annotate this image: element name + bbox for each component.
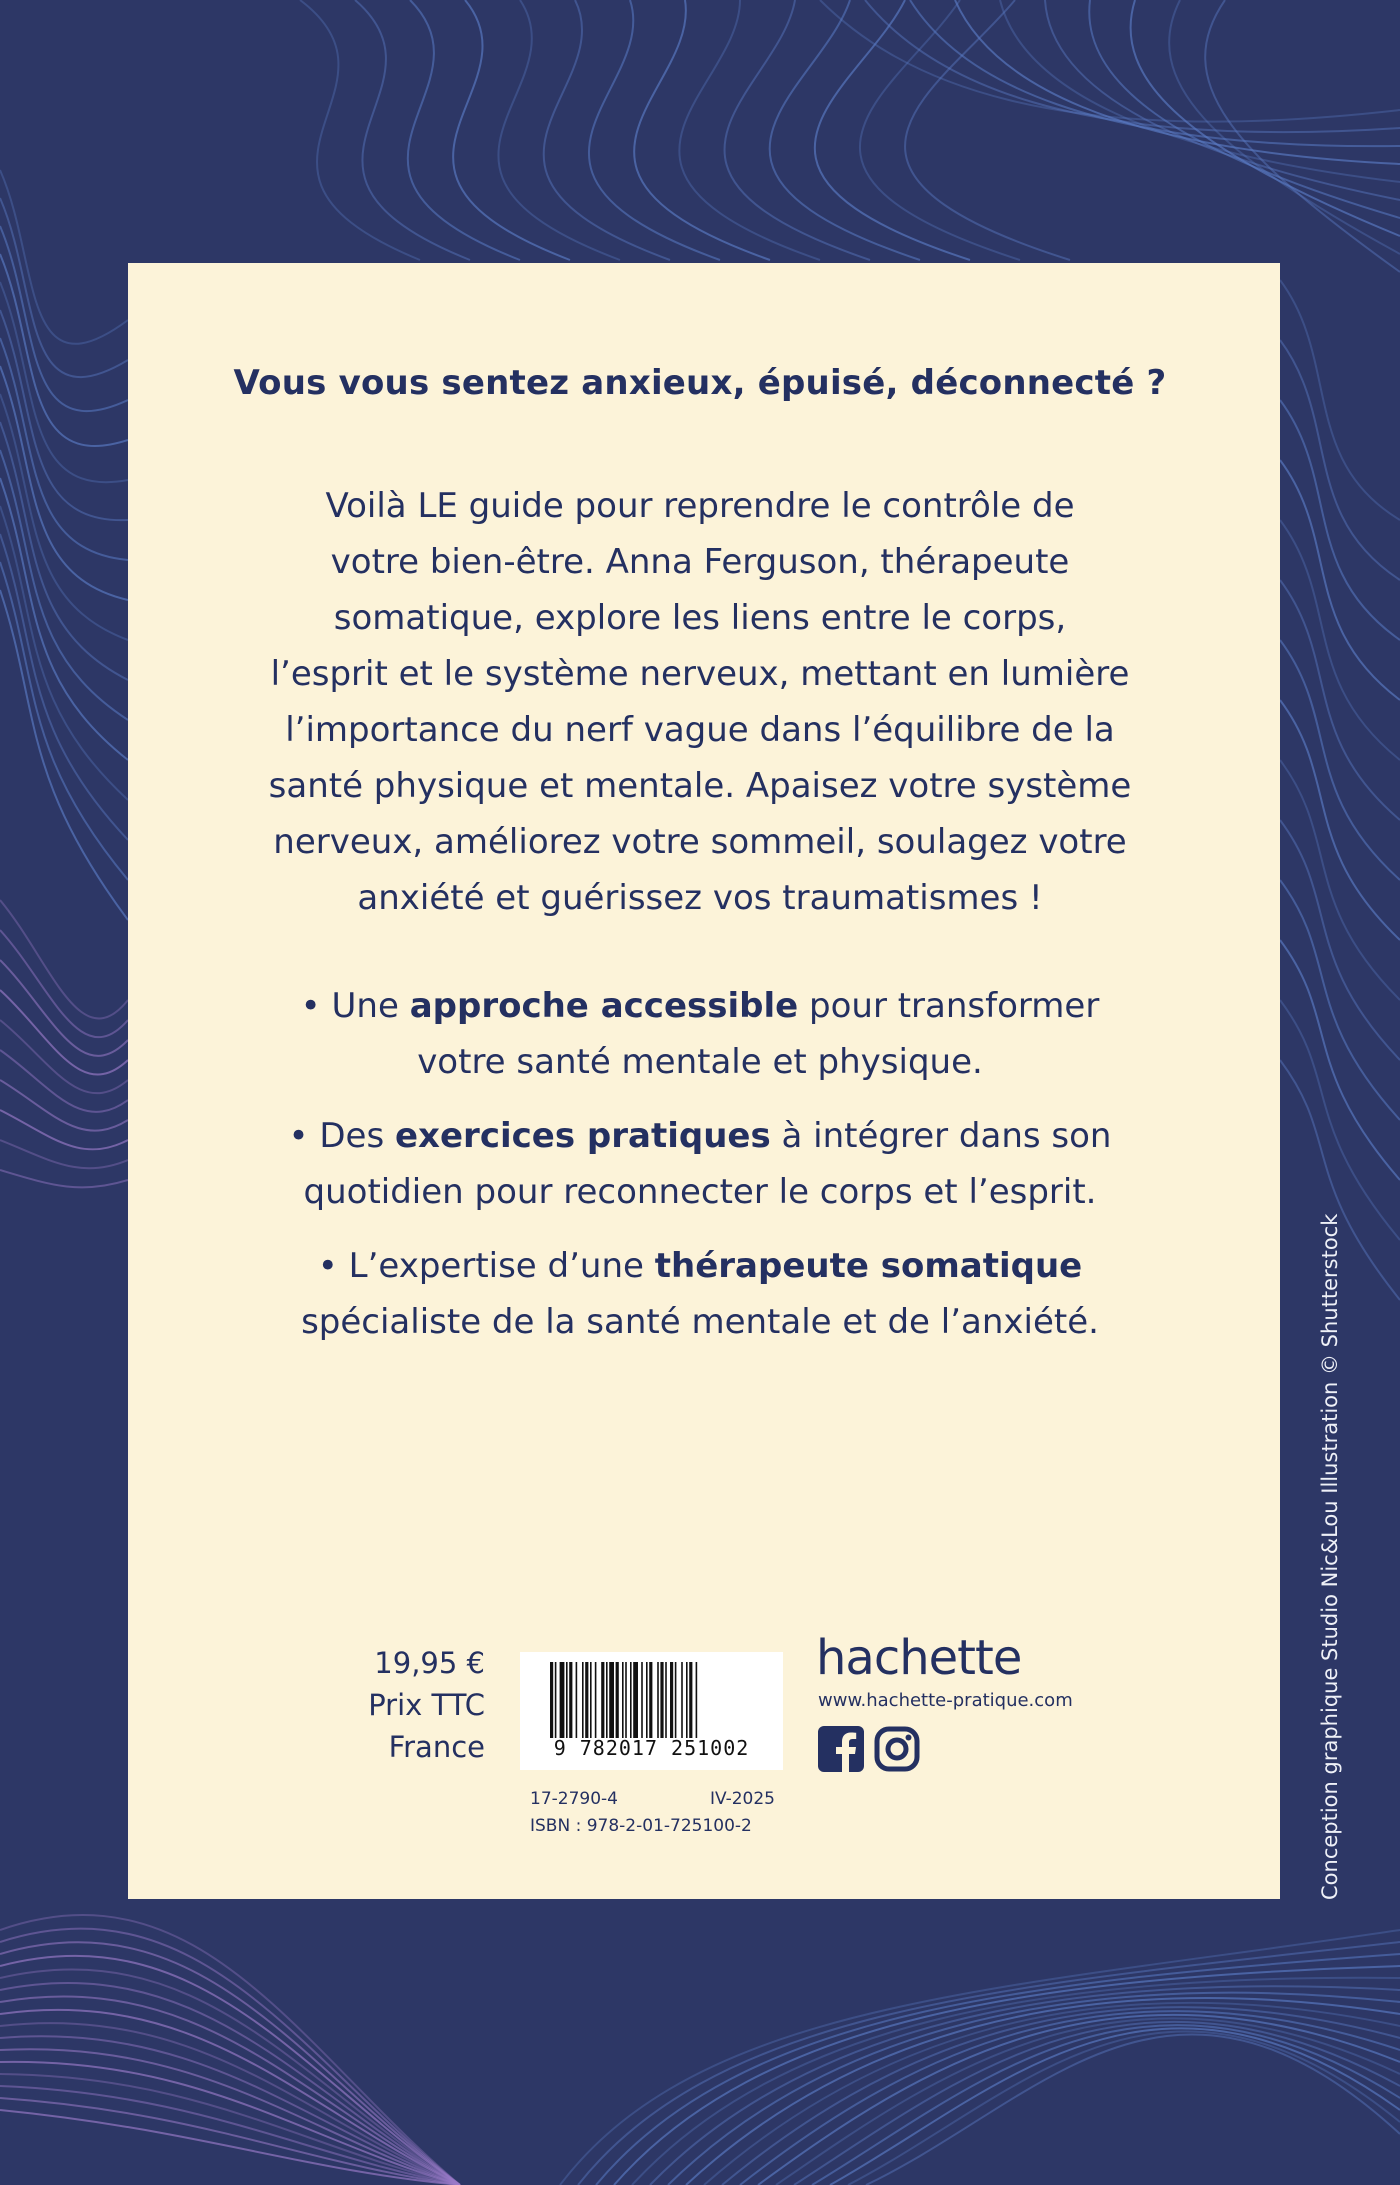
- bullet-line: quotidien pour reconnecter le corps et l’esprit.: [303, 1172, 1097, 1212]
- background-line: [0, 1110, 128, 1149]
- price-label: Prix TTC: [368, 1688, 485, 1722]
- intro-line: anxiété et guérissez vos traumatismes !: [357, 878, 1043, 918]
- barcode: [520, 1652, 783, 1770]
- barcode-bar: [660, 1662, 663, 1738]
- barcode-bar: [675, 1662, 677, 1738]
- bullet-item: [235, 1108, 1165, 1220]
- barcode-bar: [622, 1662, 624, 1738]
- barcode-bar: [560, 1662, 565, 1738]
- bullet-line: spécialiste de la santé mentale et de l’anxiété.: [301, 1302, 1099, 1342]
- background-line: [0, 930, 128, 1037]
- barcode-bar: [689, 1662, 692, 1738]
- background-line: [1131, 0, 1400, 236]
- price-amount: 19,95 €: [374, 1646, 485, 1680]
- background-line: [820, 0, 1400, 122]
- product-codes: [530, 1786, 775, 1840]
- bullet-item: [235, 1238, 1165, 1350]
- intro-paragraph: [235, 478, 1165, 926]
- background-line: [866, 2034, 1400, 2185]
- background-line: [724, 0, 870, 260]
- background-line: [1280, 460, 1400, 700]
- bullet-text: • Des: [288, 1116, 395, 1156]
- barcode-bar: [665, 1662, 667, 1738]
- background-line: [634, 0, 770, 260]
- instagram-icon[interactable]: [874, 1726, 920, 1772]
- intro-line: l’importance du nerf vague dans l’équilibre de la: [285, 710, 1115, 750]
- barcode-bar: [630, 1662, 632, 1738]
- background-line: [0, 1080, 128, 1131]
- barcode-bar: [625, 1662, 627, 1738]
- barcode-bar: [641, 1662, 643, 1738]
- barcode-bar: [585, 1662, 588, 1738]
- background-line: [1280, 520, 1400, 760]
- background-line: [1280, 700, 1400, 940]
- design-credit: Conception graphique Studio Nic&Lou Illustration © Shutterstock: [1318, 1213, 1342, 1900]
- background-line: [1205, 0, 1400, 272]
- background-line: [1000, 0, 1400, 182]
- barcode-bar: [582, 1662, 584, 1738]
- intro-line: l’esprit et le système nerveux, mettant en lumière: [270, 654, 1130, 694]
- barcode-bar: [649, 1662, 652, 1738]
- barcode-bar: [686, 1662, 688, 1738]
- background-line: [589, 0, 720, 260]
- bullet-text: • Une: [300, 986, 410, 1026]
- background-line: [0, 990, 128, 1075]
- background-line: [860, 0, 1020, 260]
- background-line: [0, 590, 128, 920]
- background-line: [815, 0, 970, 260]
- background-line: [1089, 0, 1400, 218]
- barcode-bar: [609, 1662, 614, 1738]
- bullet-line: votre santé mentale et physique.: [417, 1042, 983, 1082]
- background-line: [1045, 0, 1400, 200]
- publisher-logo: hachette: [816, 1630, 1022, 1686]
- bullet-item: [235, 978, 1165, 1090]
- background-line: [614, 1966, 1400, 2185]
- barcode-bar: [555, 1662, 557, 1738]
- intro-line: Voilà LE guide pour reprendre le contrôle de: [325, 486, 1075, 526]
- barcode-bar: [576, 1662, 578, 1738]
- barcode-bar: [595, 1662, 597, 1738]
- background-line: [0, 534, 128, 840]
- intro-line: santé physique et mentale. Apaisez votre système: [268, 766, 1132, 806]
- bullet-text: à intégrer dans son: [770, 1116, 1112, 1156]
- background-line: [1280, 640, 1400, 880]
- barcode-bar: [616, 1662, 619, 1738]
- background-line: [453, 0, 570, 260]
- background-line: [770, 0, 920, 260]
- intro-line: nerveux, améliorez votre sommeil, soulagez votre: [273, 822, 1127, 862]
- barcode-bar: [566, 1662, 568, 1738]
- barcode-bar: [601, 1662, 604, 1738]
- bullet-text: • L’expertise d’une: [317, 1246, 655, 1286]
- barcode-digits: 9 782017 251002: [553, 1736, 750, 1760]
- social-icons: [818, 1726, 920, 1772]
- background-line: [560, 1930, 1400, 2185]
- background-line: [679, 0, 820, 260]
- background-line: [0, 1020, 128, 1093]
- isbn: ISBN : 978-2-01-725100-2: [530, 1816, 752, 1836]
- bullet-bold-text: exercices pratiques: [395, 1116, 771, 1156]
- background-line: [955, 0, 1400, 164]
- background-line: [1280, 580, 1400, 820]
- barcode-bar: [657, 1662, 659, 1738]
- barcode-bar: [670, 1662, 673, 1738]
- intro-line: somatique, explore les liens entre le corps,: [333, 598, 1067, 638]
- background-line: [300, 0, 420, 260]
- price-block: [300, 1642, 485, 1768]
- background-line: [0, 900, 128, 1019]
- background-line: [1169, 0, 1400, 254]
- barcode-bar: [590, 1662, 592, 1738]
- publisher-url[interactable]: www.hachette-pratique.com: [818, 1690, 1073, 1711]
- barcode-bar: [696, 1662, 698, 1738]
- background-line: [1280, 760, 1400, 1000]
- bullet-bold-text: thérapeute somatique: [654, 1246, 1083, 1286]
- background-line: [498, 0, 620, 260]
- barcode-bar: [681, 1662, 683, 1738]
- background-line: [544, 0, 670, 260]
- barcode-bars: [550, 1662, 762, 1738]
- headline: Vous vous sentez anxieux, épuisé, déconnecté ?: [233, 363, 1167, 403]
- background-line: [1280, 400, 1400, 640]
- intro-line: votre bien-être. Anna Ferguson, thérapeute: [330, 542, 1070, 582]
- barcode-bar: [606, 1662, 608, 1738]
- bullet-text: pour transformer: [798, 986, 1100, 1026]
- background-line: [812, 2025, 1400, 2185]
- product-code: 17-2790-4: [530, 1789, 618, 1809]
- barcode-bar: [569, 1662, 572, 1738]
- background-line: [0, 1170, 128, 1187]
- barcode-bar: [550, 1662, 553, 1738]
- facebook-icon[interactable]: [818, 1726, 864, 1772]
- barcode-bar: [633, 1662, 638, 1738]
- price-country: France: [388, 1730, 485, 1764]
- barcode-bar: [646, 1662, 648, 1738]
- edition-code: IV-2025: [709, 1789, 775, 1809]
- bullet-bold-text: approche accessible: [409, 986, 799, 1026]
